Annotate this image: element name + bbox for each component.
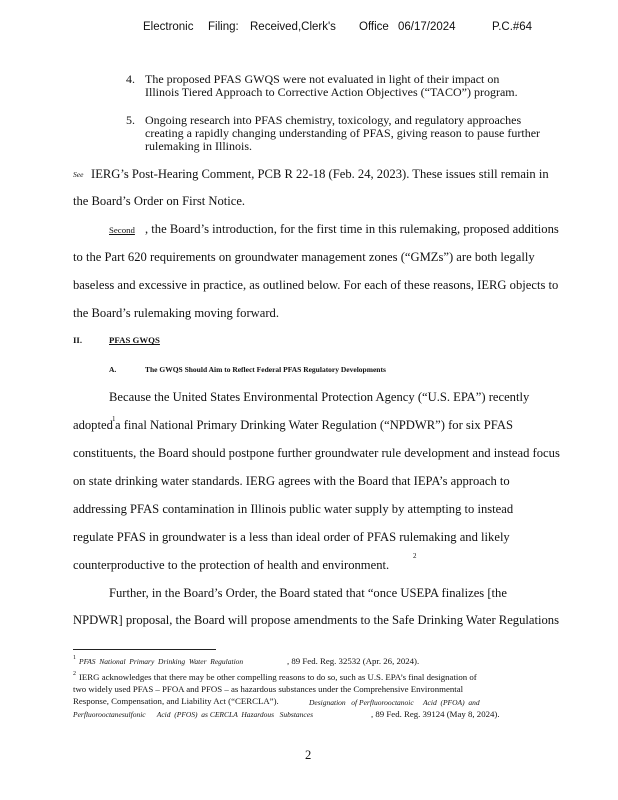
footnote-1-title: PFAS National Primary Drinking Water Regulation [79,657,244,666]
footnote-2-line-3b: Designation of Perfluorooctanoic Acid (PFOA) and [309,698,480,707]
see-line-1: IERG’s Post-Hearing Comment, PCB R 22-18 (Feb. 24, 2023). These issues still remain in [91,167,549,181]
header-received: Received,Clerk's [250,21,336,33]
list-item-5-line-1: Ongoing research into PFAS chemistry, toxicology, and regulatory approaches [145,113,522,127]
para-2-line-2: NPDWR] proposal, the Board will propose amendments to the Safe Drinking Water Regulations [73,613,559,627]
list-item-5-line-3: rulemaking in Illinois. [145,139,252,153]
page-number: 2 [305,748,312,762]
document-page: Electronic Filing: Received,Clerk's Office 06/17/2024 P.C.#64 4. The proposed PFAS GWQS were not evaluated in light of their impact on Illinois Tiered Approach to Corrective Action Objectives (“TACO”) program. 5. Ongoing research into PFAS chemistry, toxicology, and regulatory approaches creating a rapidly changing understanding of PFAS, giving reason to pause further rulemaking in Illinois. See IERG’s Post-Hearing Comment, PCB R 22-18 (Feb. 24, 2023). These issues still remain in the Board’s Order on First Notice. Second , the Board’s introduction, for the first time in this rulemaking, proposed additions to the Part 620 requirements on groundwater management zones (“GMZs”) are both legally baseless and excessive in practice, as outlined below. For each of these reasons, IERG objects to the Board’s rulemaking moving forward. II. PFAS GWQS A. The GWQS Should Aim to Reflect Federal PFAS Regulatory Developments Because the United States Environmental Protection Agency (“U.S. EPA”) recently adopted 1 a final National Primary Drinking Water Regulation (“NPDWR”) for six PFAS constituents, the Board should postpone further groundwater rule development and instead focus on state drinking water standards. IERG agrees with the Board that IEPA’s approach to addressing PFAS contamination in Illinois public water supply by attempting to instead regulate PFAS in groundwater is a less than ideal order of PFAS rulemaking and likely counterproductive to the protection of health and environment. 2 Further, in the Board’s Order, the Board stated that “once USEPA finalizes [the NPDWR] proposal, the Board will propose amendments to the Safe Drinking Water Regulations 1 PFAS National Primary Drinking Water Regulation , 89 Fed. Reg. 32532 (Apr. 26, 2024). 2 IERG acknowledges that there may be other compelling reasons to do so, such as U.S. EPA’s final designation of two widely used PFAS – PFOA and PFOS – as hazardous substances under the Comprehensive Environmental Response, Compensation, and Liability Act (“CERCLA”). Designation of Perfluorooctanoic Acid (PFOA) and Perfluorooctanesulfonic Acid (PFOS) as CERCLA Hazardous Substances , 89 Fed. Reg. 39124 (May 8, 2024). 2 [73,21,560,762]
para-1-line-2b: a final National Primary Drinking Water Regulation (“NPDWR”) for six PFAS [115,418,513,432]
header-date: 06/17/2024 [398,21,456,33]
para-1-line-6: regulate PFAS in groundwater is a less than ideal order of PFAS rulemaking and likely [73,530,510,544]
list-item-4-number: 4. [126,72,135,86]
footnote-2-line-3a: Response, Compensation, and Liability Act (“CERCLA”). [73,696,279,706]
para-1-line-3: constituents, the Board should postpone further groundwater rule development and instead focus [73,446,560,460]
section-ii-number: II. [73,335,83,345]
list-item-4-line-2: Illinois Tiered Approach to Corrective Action Objectives (“TACO”) program. [145,85,518,99]
list-item-4-line-1: The proposed PFAS GWQS were not evaluated in light of their impact on [145,72,500,86]
see-signal: See [73,170,84,179]
para-1-line-7: counterproductive to the protection of health and environment. [73,558,390,572]
header-office: Office [359,21,389,33]
section-a-number: A. [109,365,117,374]
see-line-2: the Board’s Order on First Notice. [73,194,246,208]
footnote-2-line-1: IERG acknowledges that there may be other compelling reasons to do so, such as U.S. EPA’s final designation of [79,672,477,682]
footnote-2-line-4a: Perfluorooctanesulfonic Acid (PFOS) as CERCLA Hazardous Substances [73,710,313,719]
second-line-3: baseless and excessive in practice, as outlined below. For each of these reasons, IERG objects to [73,278,559,292]
footnote-separator [73,649,216,650]
section-ii-title: PFAS GWQS [109,335,160,345]
para-1-line-2a: adopted [73,418,113,432]
footnote-2-line-2: two widely used PFAS – PFOA and PFOS – as hazardous substances under the Comprehensive Environmental [73,684,464,694]
section-a-title: The GWQS Should Aim to Reflect Federal PFAS Regulatory Developments [145,365,386,374]
list-item-5-line-2: creating a rapidly changing understanding of PFAS, giving reason to pause further [145,126,541,140]
header-pc-number: P.C.#64 [492,21,533,33]
second-line-2: to the Part 620 requirements on groundwater management zones (“GMZs”) are both legally [73,250,535,264]
second-lead: Second [109,225,135,235]
second-line-1: , the Board’s introduction, for the first time in this rulemaking, proposed additions [145,222,559,236]
para-1-line-5: addressing PFAS contamination in Illinois public water supply by attempting to instead [73,502,514,516]
footnote-2-number: 2 [73,671,76,677]
para-2-line-1: Further, in the Board’s Order, the Board stated that “once USEPA finalizes [the [109,586,507,600]
para-1-line-1: Because the United States Environmental Protection Agency (“U.S. EPA”) recently [109,390,530,404]
list-item-5-number: 5. [126,113,135,127]
footnote-2-line-4b: , 89 Fed. Reg. 39124 (May 8, 2024). [371,709,500,719]
header-filing: Filing: [208,21,239,33]
footnote-1-number: 1 [73,655,76,661]
second-line-4: the Board’s rulemaking moving forward. [73,306,280,320]
para-1-line-4: on state drinking water standards. IERG agrees with the Board that IEPA’s approach to [73,474,510,488]
footnote-1-citation: , 89 Fed. Reg. 32532 (Apr. 26, 2024). [287,656,420,666]
header-electronic: Electronic [143,21,194,33]
